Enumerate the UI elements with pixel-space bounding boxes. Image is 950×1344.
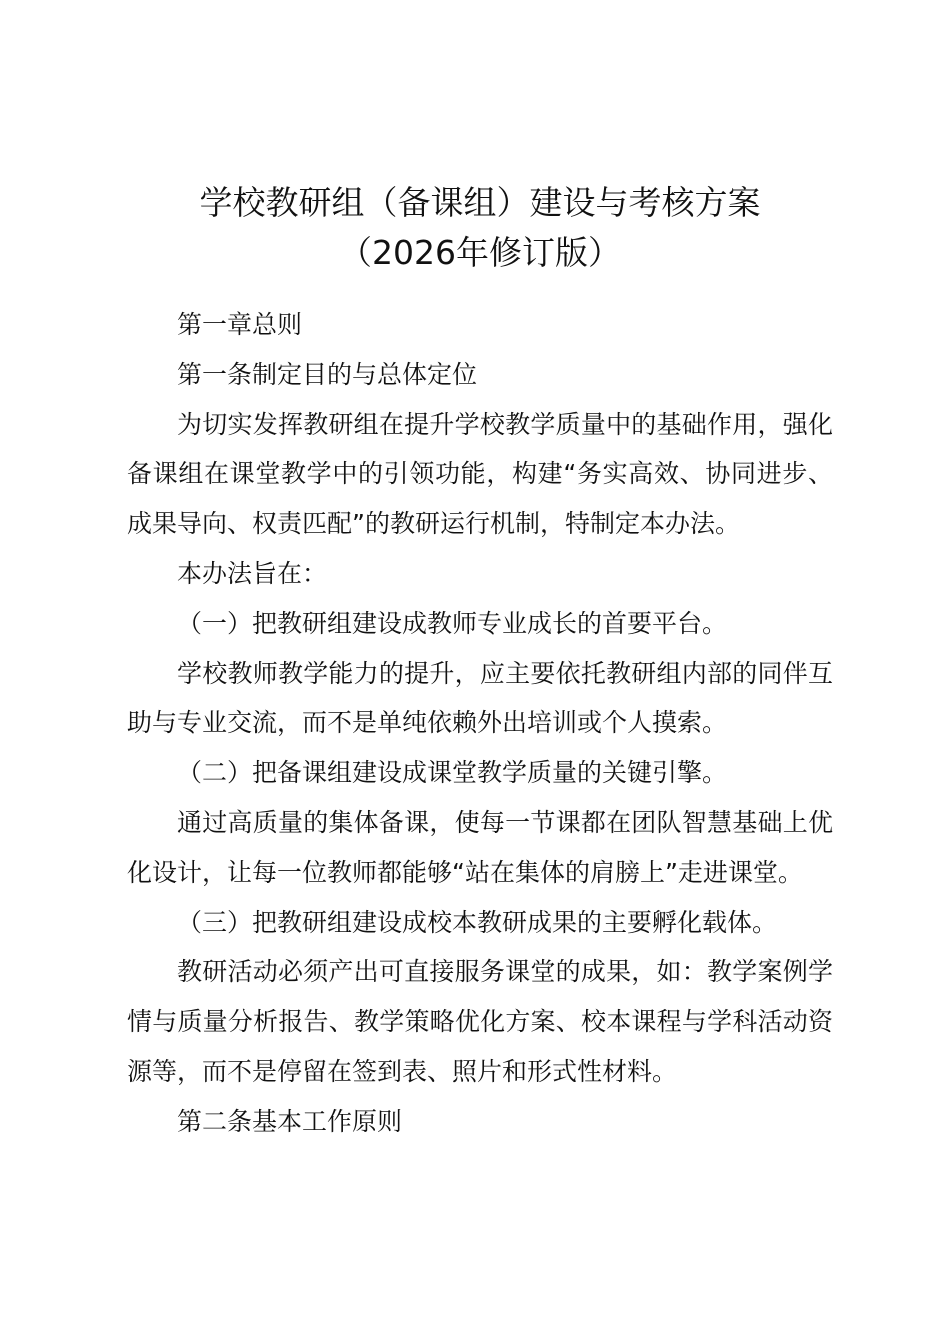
title-line-2: （2026年修订版）: [339, 233, 621, 272]
list-item-heading: （一）把教研组建设成教师专业成长的首要平台。: [177, 608, 728, 638]
title-line-1: 学校教研组（备课组）建设与考核方案: [199, 183, 761, 222]
list-item-heading: （三）把教研组建设成校本教研成果的主要孵化载体。: [177, 907, 778, 937]
chapter-heading: 第一章总则: [177, 310, 303, 339]
article-heading: 第二条基本工作原则: [177, 1106, 403, 1136]
body-paragraph: 通过高质量的集体备课，使每一节课都在团队智慧基础上优化设计，让每一位教师都能够“站在集体的肩膀上”走进课堂。: [127, 807, 833, 887]
list-item-heading: （二）把备课组建设成课堂教学质量的关键引擎。: [177, 758, 728, 788]
body-paragraph: 教研活动必须产出可直接服务课堂的成果，如：教学案例学情与质量分析报告、教学策略优化方案、校本课程与学科活动资源等，而不是停留在签到表、照片和形式性材料。: [127, 957, 833, 1086]
document-title: [127, 178, 833, 278]
body-paragraph: 学校教师教学能力的提升，应主要依托教研组内部的同伴互助与专业交流，而不是单纯依赖外出培训或个人摸索。: [127, 658, 833, 738]
body-paragraph: 为切实发挥教研组在提升学校教学质量中的基础作用，强化备课组在课堂教学中的引领功能，构建“务实高效、协同进步、成果导向、权责匹配”的教研运行机制，特制定本办法。: [127, 409, 833, 539]
document-page: [127, 178, 833, 1147]
body-paragraph: 本办法旨在：: [177, 558, 328, 588]
document-body: [127, 300, 833, 1147]
article-heading: 第一条制定目的与总体定位: [177, 359, 478, 389]
